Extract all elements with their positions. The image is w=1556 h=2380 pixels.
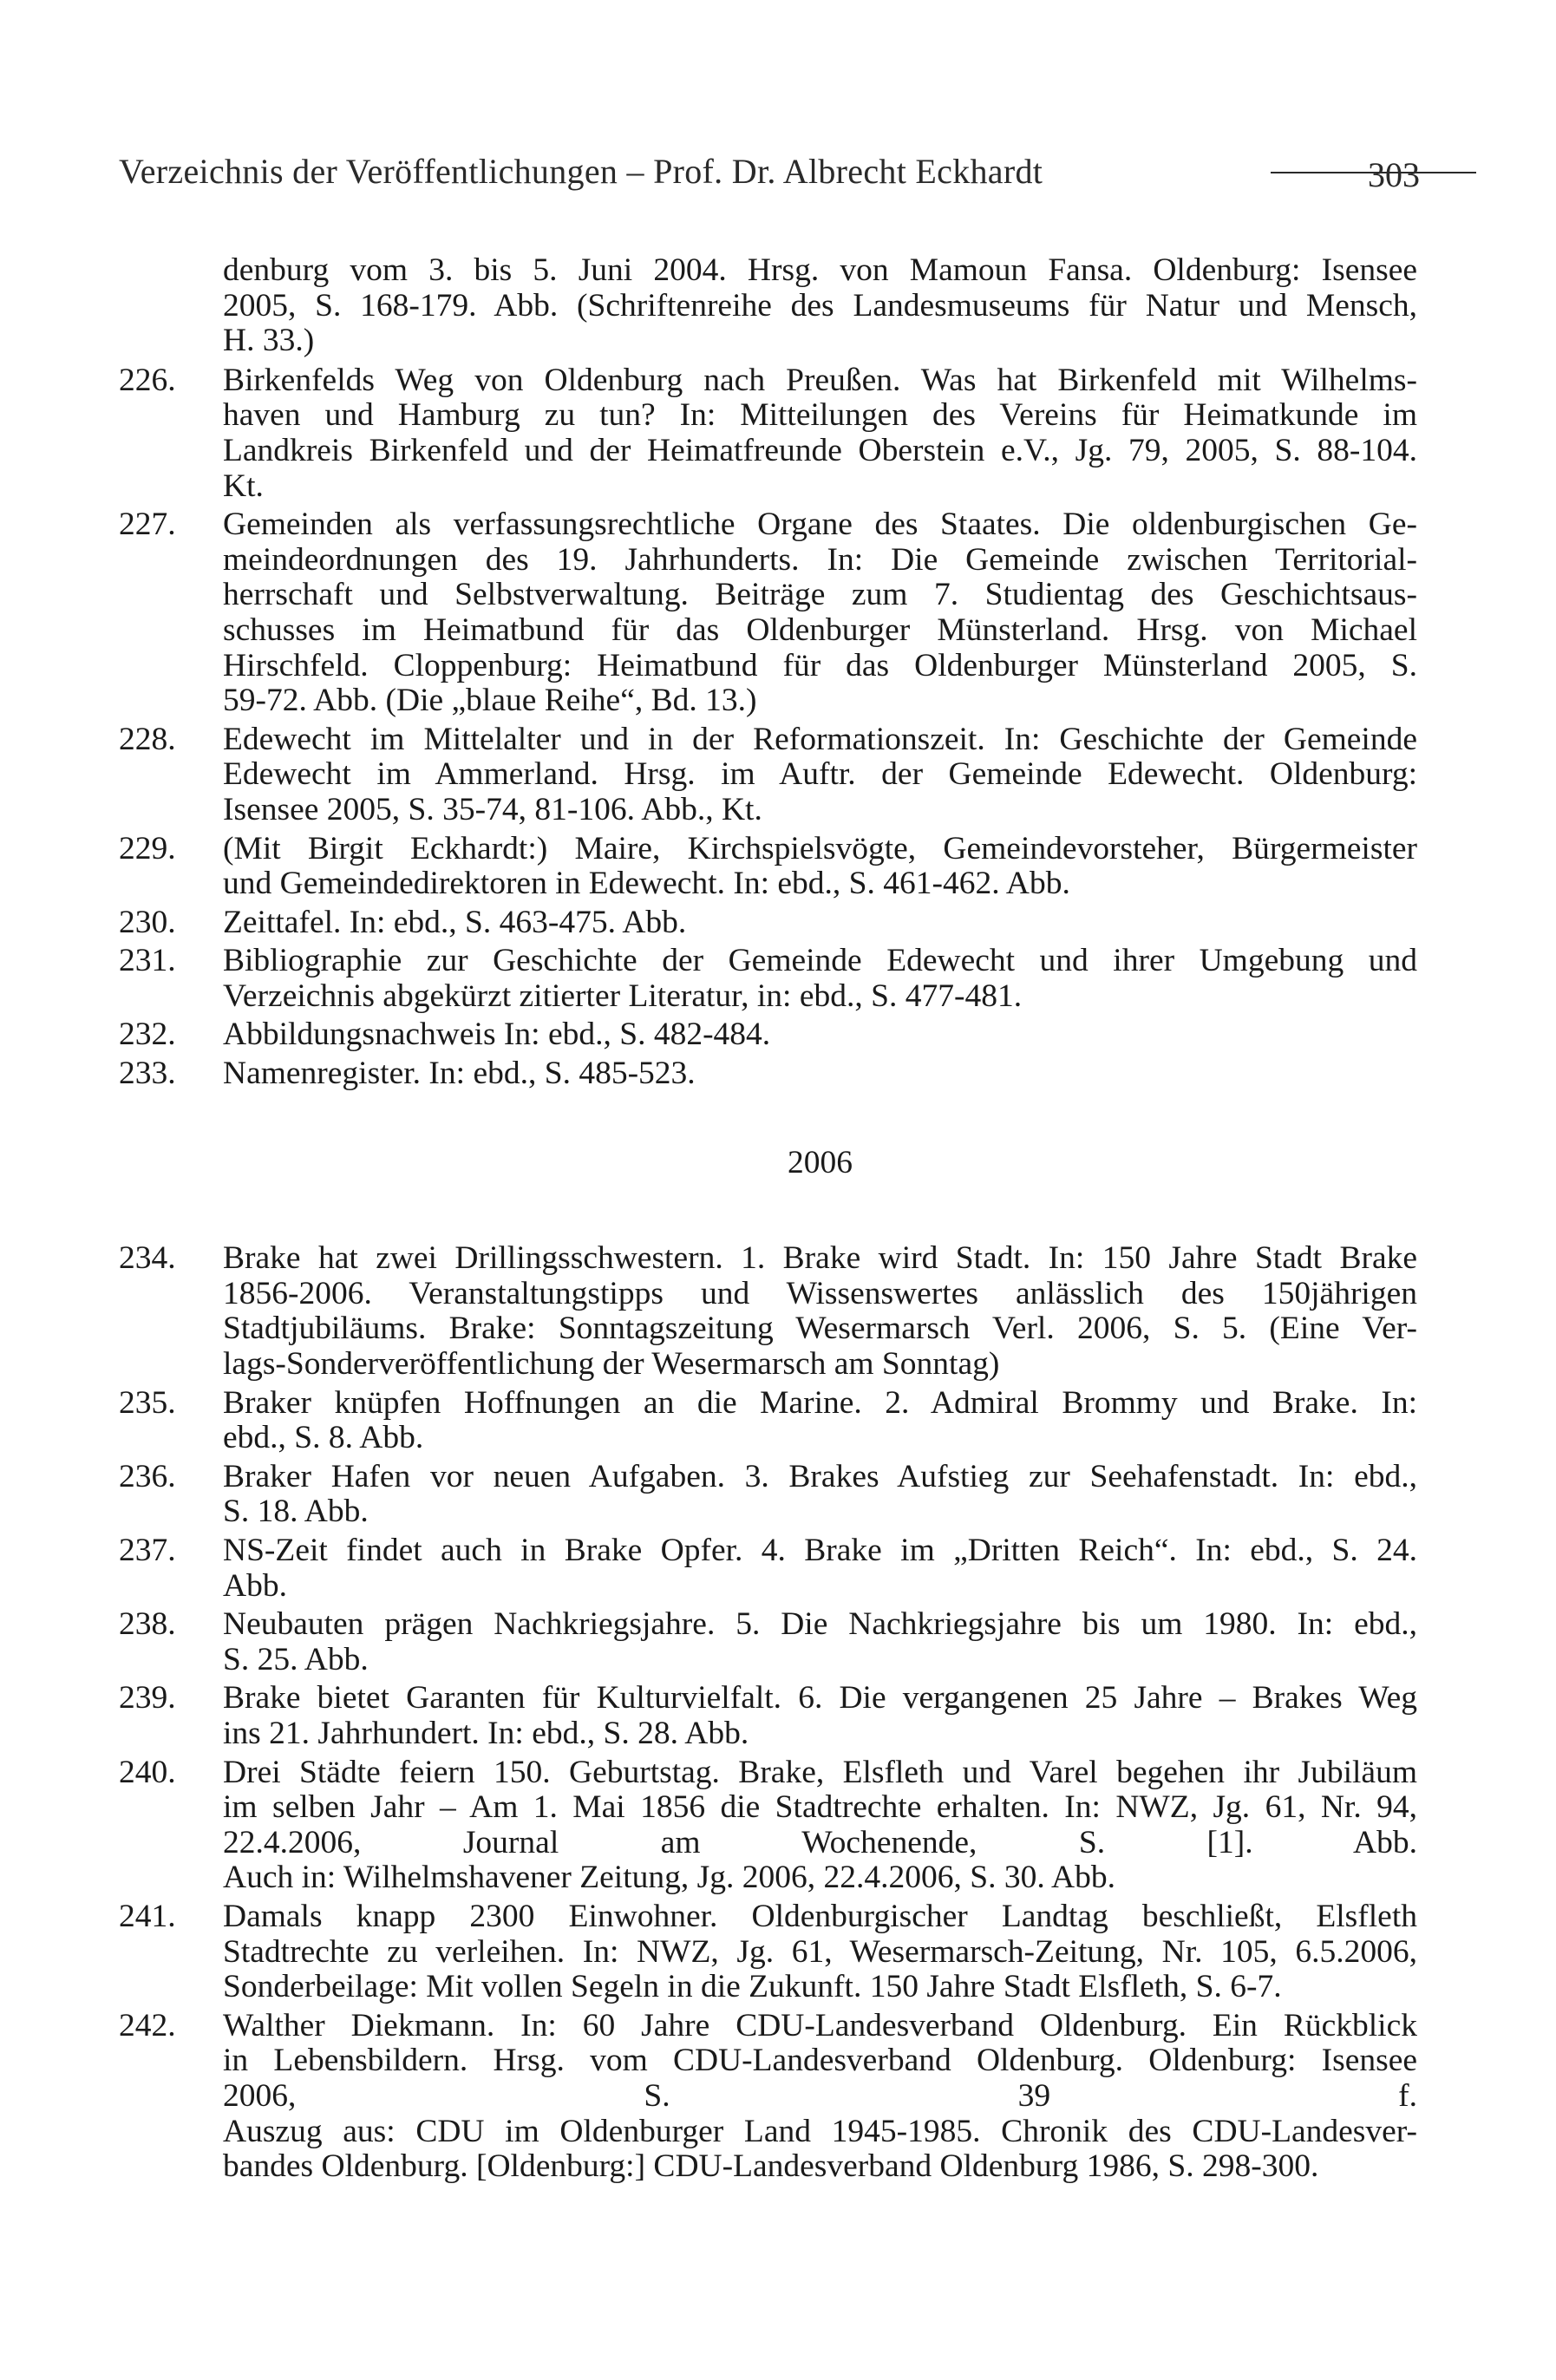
entry-line: H. 33.) [223, 323, 315, 359]
entry-number: 238. [119, 1606, 176, 1643]
entry-number: 231. [119, 943, 176, 979]
bibliography-entry [119, 1056, 1417, 1092]
entry-line: Neubauten prägen Nachkriegsjahre. 5. Die Nachkriegsjahre bis um 1980. In: ebd., [223, 1606, 1417, 1643]
bibliography-entry [119, 507, 1417, 719]
entry-line: (Mit Birgit Eckhardt:) Maire, Kirchspielsvögte, Gemeindevorsteher, Bürgermeister [223, 830, 1417, 866]
entry-line: in Lebensbildern. Hrsg. vom CDU-Landesverband Oldenburg. Oldenburg: Isensee [223, 2043, 1417, 2079]
entry-line: Birkenfelds Weg von Oldenburg nach Preußen. Was hat Birkenfeld mit Wilhelms- [223, 362, 1417, 398]
entry-line: 1856-2006. Veranstaltungstipps und Wissenswertes anlässlich des 150jährigen [223, 1275, 1417, 1311]
entry-line: Walther Diekmann. In: 60 Jahre CDU-Landesverband Oldenburg. Ein Rückblick [223, 2007, 1417, 2043]
entry-line: Isensee 2005, S. 35-74, 81-106. Abb., Kt. [223, 791, 762, 827]
entry-line: Drei Städte feiern 150. Geburtstag. Brake, Elsfleth und Varel begehen ihr Jubiläum [223, 1754, 1417, 1790]
entry-line: Verzeichnis abgekürzt zitierter Literatur, in: ebd., S. 477-481. [223, 978, 1023, 1014]
entry-line: herrschaft und Selbstverwaltung. Beiträge zum 7. Studientag des Geschichtsaus- [223, 577, 1417, 613]
entry-number: 232. [119, 1017, 176, 1053]
entry-number: 235. [119, 1384, 176, 1421]
bibliography-entry [119, 1017, 1417, 1053]
entries-2006 [119, 1241, 1417, 2184]
entry-line: Auszug aus: CDU im Oldenburger Land 1945-1985. Chronik des CDU-Landesver- [223, 2113, 1417, 2149]
entry-line: Hirschfeld. Cloppenburg: Heimatbund für das Oldenburger Münsterland 2005, S. [223, 647, 1417, 683]
entry-line: Brake hat zwei Drillingsschwestern. 1. Brake wird Stadt. In: 150 Jahre Stadt Brake [223, 1240, 1417, 1277]
entry-line: Gemeinden als verfassungsrechtliche Organe des Staates. Die oldenburgischen Ge- [223, 507, 1417, 543]
entry-line: Namenregister. In: ebd., S. 485-523. [223, 1056, 696, 1092]
bibliography-entry [119, 1756, 1417, 1896]
entry-number: 230. [119, 904, 176, 940]
entry-line: Braker Hafen vor neuen Aufgaben. 3. Brakes Aufstieg zur Seehafenstadt. In: ebd., [223, 1458, 1417, 1494]
bibliography-entry [119, 1899, 1417, 2005]
entry-number: 236. [119, 1458, 176, 1494]
continued-entry [119, 253, 1417, 359]
entry-line: Edewecht im Mittelalter und in der Reformationszeit. In: Geschichte der Gemeinde [223, 721, 1417, 757]
entry-line: Bibliographie zur Geschichte der Gemeinde Edewecht und ihrer Umgebung und [223, 943, 1417, 979]
bibliography-entry [119, 1386, 1417, 1456]
entry-line: Stadtjubiläums. Brake: Sonntagszeitung Wesermarsch Verl. 2006, S. 5. (Eine Ver- [223, 1311, 1417, 1347]
bibliography-entry [119, 1533, 1417, 1604]
bibliography-entry [119, 906, 1417, 941]
bibliography-entry [119, 2009, 1417, 2185]
entry-number: 228. [119, 721, 176, 757]
entry-line: Edewecht im Ammerland. Hrsg. im Auftr. der Gemeinde Edewecht. Oldenburg: [223, 756, 1417, 793]
entry-number: 227. [119, 507, 176, 543]
entry-line: Zeittafel. In: ebd., S. 463-475. Abb. [223, 904, 687, 940]
entry-line: 2005, S. 168-179. Abb. (Schriftenreihe des Landesmuseums für Natur und Mensch, [223, 287, 1417, 324]
entry-line: Braker knüpfen Hoffnungen an die Marine. 2. Admiral Brommy und Brake. In: [223, 1384, 1417, 1421]
entry-line: bandes Oldenburg. [Oldenburg:] CDU-Landesverband Oldenburg 1986, S. 298-300. [223, 2148, 1319, 2185]
entry-line: Brake bietet Garanten für Kulturvielfalt. 6. Die vergangenen 25 Jahre – Brakes Weg [223, 1680, 1417, 1716]
entry-number: 226. [119, 362, 176, 398]
entry-number: 240. [119, 1754, 176, 1790]
entry-line: 22.4.2006, Journal am Wochenende, S. [1]. Abb. [223, 1824, 1417, 1860]
entry-line: S. 18. Abb. [223, 1494, 369, 1530]
page-number: 303 [1368, 155, 1420, 194]
bibliography-entry [119, 722, 1417, 828]
entry-line: Kt. [223, 468, 264, 504]
entry-line: Stadtrechte zu verleihen. In: NWZ, Jg. 61, Wesermarsch-Zeitung, Nr. 105, 6.5.2006, [223, 1933, 1417, 1970]
entry-line: Abbildungsnachweis In: ebd., S. 482-484. [223, 1017, 771, 1053]
bibliography-entry [119, 1460, 1417, 1530]
entry-number: 239. [119, 1680, 176, 1716]
entry-number: 242. [119, 2007, 176, 2043]
entry-line: 2006, S. 39 f. [223, 2077, 1417, 2114]
entry-line: Abb. [223, 1567, 287, 1604]
entry-line: Landkreis Birkenfeld und der Heimatfreunde Oberstein e.V., Jg. 79, 2005, S. 88-104. [223, 432, 1417, 468]
entry-number: 229. [119, 830, 176, 866]
entries-2005 [119, 363, 1417, 1092]
entry-number: 234. [119, 1240, 176, 1277]
entry-number: 233. [119, 1056, 176, 1092]
entry-line: und Gemeindedirektoren in Edewecht. In: ebd., S. 461-462. Abb. [223, 866, 1070, 902]
entry-line: NS-Zeit findet auch in Brake Opfer. 4. Brake im „Dritten Reich“. In: ebd., S. 24. [223, 1533, 1417, 1568]
year-heading: 2006 [788, 1144, 853, 1180]
bibliography-entry [119, 363, 1417, 504]
bibliography-entry [119, 832, 1417, 902]
bibliography-entry [119, 944, 1417, 1014]
entry-line: haven und Hamburg zu tun? In: Mitteilungen des Vereins für Heimatkunde im [223, 397, 1417, 434]
entry-line: ebd., S. 8. Abb. [223, 1420, 424, 1456]
entry-line: im selben Jahr – Am 1. Mai 1856 die Stadtrechte erhalten. In: NWZ, Jg. 61, Nr. 94, [223, 1789, 1417, 1826]
entry-line: S. 25. Abb. [223, 1641, 369, 1677]
entry-line: schusses im Heimatbund für das Oldenburger Münsterland. Hrsg. von Michael [223, 611, 1417, 648]
bibliography-entry [119, 1241, 1417, 1382]
entry-number: 237. [119, 1533, 176, 1568]
bibliography-entry [119, 1681, 1417, 1751]
entry-line: Auch in: Wilhelmshavener Zeitung, Jg. 2006, 22.4.2006, S. 30. Abb. [223, 1860, 1115, 1896]
entry-line: ins 21. Jahrhundert. In: ebd., S. 28. Abb. [223, 1715, 749, 1751]
bibliography-list [119, 253, 1417, 2188]
entry-number: 241. [119, 1898, 176, 1934]
entry-line: 59-72. Abb. (Die „blaue Reihe“, Bd. 13.) [223, 683, 757, 719]
entry-line: denburg vom 3. bis 5. Juni 2004. Hrsg. von Mamoun Fansa. Oldenburg: Isensee [223, 252, 1417, 288]
running-header [119, 146, 1420, 198]
entry-line: lags-Sonderveröffentlichung der Wesermarsch am Sonntag) [223, 1346, 1000, 1383]
entry-line: Damals knapp 2300 Einwohner. Oldenburgischer Landtag beschließt, Elsfleth [223, 1898, 1417, 1934]
entry-line: Sonderbeilage: Mit vollen Segeln in die Zukunft. 150 Jahre Stadt Elsfleth, S. 6-7. [223, 1969, 1282, 2005]
entry-line: meindeordnungen des 19. Jahrhunderts. In: Die Gemeinde zwischen Territorial- [223, 541, 1417, 578]
header-title: Verzeichnis der Veröffentlichungen – Prof. Dr. Albrecht Eckhardt [119, 152, 1043, 191]
bibliography-entry [119, 1607, 1417, 1677]
